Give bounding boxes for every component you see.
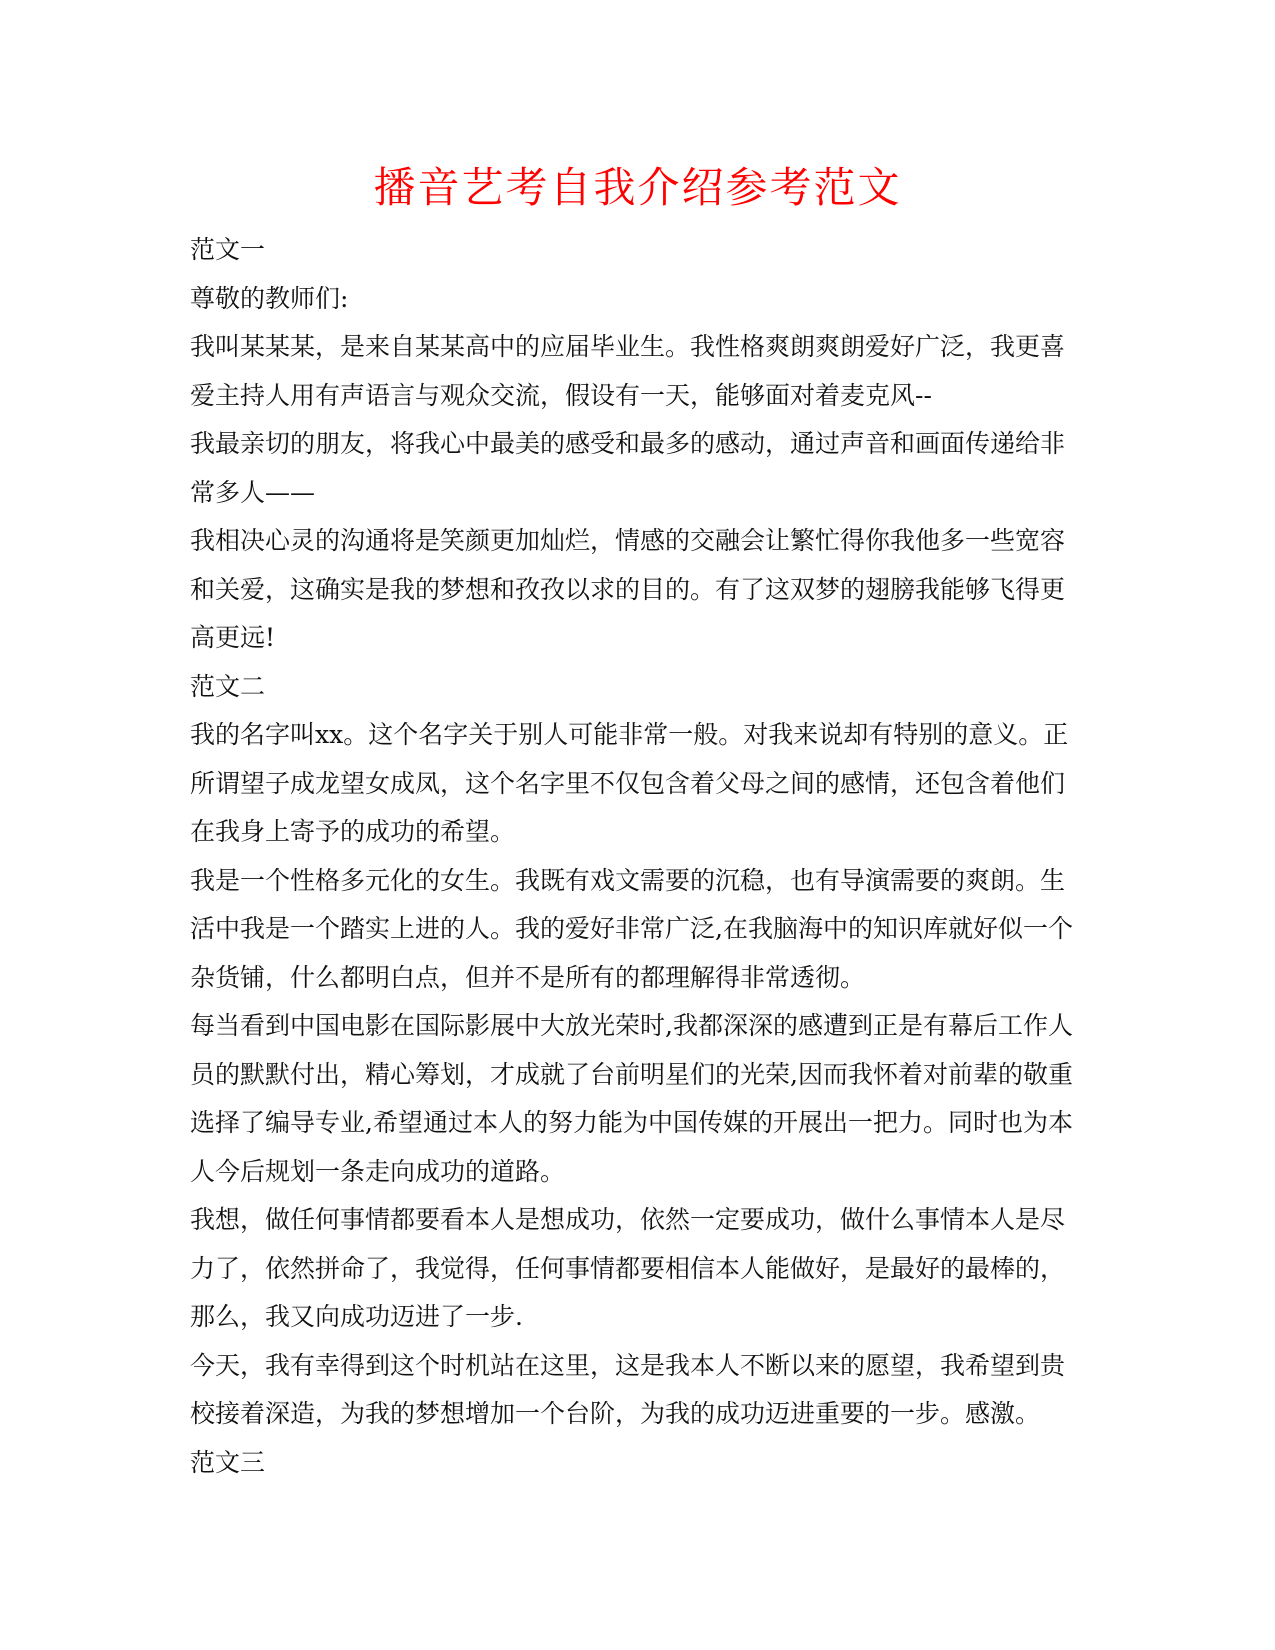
paragraph-line: 所谓望子成龙望女成凤，这个名字里不仅包含着父母之间的感情，还包含着他们 xyxy=(190,768,1066,798)
paragraph-line: 在我身上寄予的成功的希望。 xyxy=(190,817,516,846)
paragraph-line: 我的名字叫xx。这个名字关于别人可能非常一般。对我来说却有特别的意义。正 xyxy=(190,720,1069,749)
paragraph-line: 选择了编导专业,希望通过本人的努力能为中国传媒的开展出一把力。同时也为本 xyxy=(190,1108,1073,1137)
paragraph-line: 我叫某某某，是来自某某高中的应届毕业生。我性格爽朗爽朗爱好广泛，我更喜 xyxy=(190,332,1066,361)
salutation: 尊敬的教师们: xyxy=(190,283,349,313)
paragraph-line: 活中我是一个踏实上进的人。我的爱好非常广泛,在我脑海中的知识库就好似一个 xyxy=(190,914,1073,943)
paragraph-line: 我最亲切的朋友，将我心中最美的感受和最多的感动，通过声音和画面传递给非 xyxy=(190,429,1066,458)
document-body xyxy=(190,226,1080,1487)
paragraph-line: 每当看到中国电影在国际影展中大放光荣时,我都深深的感遭到正是有幕后工作人 xyxy=(190,1011,1073,1040)
section-heading-1: 范文一 xyxy=(190,235,266,264)
paragraph-line: 我想，做任何事情都要看本人是想成功，依然一定要成功，做什么事情本人是尽 xyxy=(190,1205,1066,1234)
paragraph-line: 今天，我有幸得到这个时机站在这里，这是我本人不断以来的愿望，我希望到贵 xyxy=(190,1350,1066,1380)
paragraph-line: 校接着深造，为我的梦想增加一个台阶，为我的成功迈进重要的一步。感激。 xyxy=(190,1399,1041,1428)
paragraph-line: 我是一个性格多元化的女生。我既有戏文需要的沉稳，也有导演需要的爽朗。生 xyxy=(190,865,1066,895)
paragraph-line: 高更远! xyxy=(190,623,276,652)
section-heading-3: 范文三 xyxy=(190,1447,266,1477)
paragraph-line: 我相决心灵的沟通将是笑颜更加灿烂，情感的交融会让繁忙得你我他多一些宽容 xyxy=(190,526,1066,555)
paragraph-line: 力了，依然拼命了，我觉得，任何事情都要相信本人能做好，是最好的最棒的， xyxy=(190,1253,1066,1283)
paragraph-line: 常多人—— xyxy=(190,477,316,507)
paragraph-line: 那么，我又向成功迈进了一步. xyxy=(190,1302,523,1331)
paragraph-line: 杂货铺，什么都明白点，但并不是所有的都理解得非常透彻。 xyxy=(190,962,866,992)
paragraph-line: 和关爱，这确实是我的梦想和孜孜以求的目的。有了这双梦的翅膀我能够飞得更 xyxy=(190,574,1066,604)
section-heading-2: 范文二 xyxy=(190,671,266,701)
document-title: 播音艺考自我介绍参考范文 xyxy=(373,163,902,212)
paragraph-line: 员的默默付出，精心筹划，才成就了台前明星们的光荣,因而我怀着对前辈的敬重 xyxy=(190,1059,1073,1089)
paragraph-line: 人今后规划一条走向成功的道路。 xyxy=(190,1156,566,1186)
paragraph-line: 爱主持人用有声语言与观众交流，假设有一天，能够面对着麦克风-- xyxy=(190,380,932,410)
